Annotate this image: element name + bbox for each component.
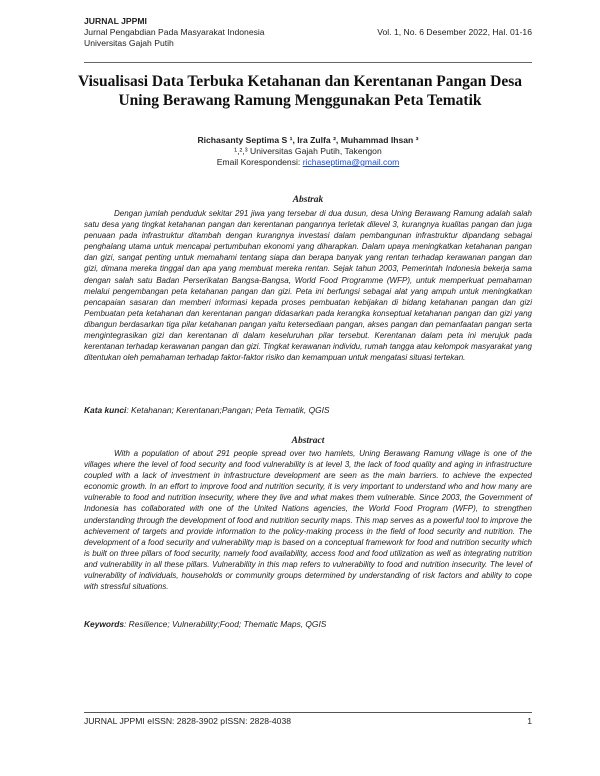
paper-title: Visualisasi Data Terbuka Ketahanan dan Kerentanan Pangan Desa Uning Berawang Ramung Menggunakan Peta Tematik (78, 73, 522, 109)
abstract-text: With a population of about 291 people spread over two hamlets, Uning Berawang Ramung village is one of the villages where the level of food security and food vulnerability is at level 3, the lack of food quality and aging in infrastructure coupled with a lack of investment in infrastructure development are seen as the main barriers. to achieve the expected economic growth. In an effort to improve food and nutrition security, it is very important to understand who and how many are vulnerable to food and nutrition insecurity, where they live and what makes them vulnerable. Since 2003, the Government of Indonesia has collaborated with one of the United Nations agencies, the World Food Program (WFP), to strengthen understanding through the development of food and nutrition security maps. This map serves as a powerful tool to improve the achievement of targets and provide information to the policy-making process in the field of food security and nutrition. The development of a food security and vulnerability map is based on a conceptual framework for food and nutrition security which is built on three pillars of food security, namely food availability, access food and food utilization as well as integrating nutrition and vulnerability in all these pillars. Vulnerability in this map refers to vulnerability to food and nutrition insecurity. The level of vulnerability of individuals, households or community groups determined by understanding of risk factors and ability to cope with stressful situations. (84, 449, 532, 592)
abstract-keywords (84, 619, 532, 630)
page-footer (84, 716, 532, 726)
journal-institution: Universitas Gajah Putih (84, 38, 174, 48)
journal-short-name: JURNAL JPPMI (84, 16, 147, 26)
kata-kunci-values: : Ketahanan; Kerentanan;Pangan; Peta Tematik, QGIS (126, 405, 330, 415)
journal-full-name: Jurnal Pengabdian Pada Masyarakat Indonesia (84, 27, 265, 37)
author-names: Richasanty Septima S ¹, Ira Zulfa ², Muhammad Ihsan ³ (197, 135, 419, 145)
footer-issn: JURNAL JPPMI eISSN: 2828-3902 pISSN: 2828-4038 (84, 716, 291, 726)
email-link[interactable]: richaseptima@gmail.com (302, 157, 400, 167)
email-label: Email Korespondensi: (216, 157, 303, 167)
kata-kunci-label: Kata kunci (84, 405, 127, 415)
keywords-label: Keywords (84, 619, 125, 629)
footer-divider (84, 712, 532, 713)
keywords-values: : Resilience; Vulnerability;Food; Thematic Maps, QGIS (124, 619, 327, 629)
abstrak-keywords (84, 405, 532, 416)
abstrak-heading: Abstrak (292, 195, 324, 205)
page-number: 1 (527, 716, 532, 726)
correspondence-line (84, 157, 532, 168)
author-affiliation: ¹,²,³ Universitas Gajah Putih, Takengon (234, 146, 382, 156)
author-block (84, 135, 532, 168)
header-divider (84, 62, 532, 63)
abstrak-text: Dengan jumlah penduduk sekitar 291 jiwa yang tersebar di dua dusun, desa Uning Berawang Ramung adalah salah satu desa yang tingkat ketahanan pangan dan kerentanan pangannya terletak dilevel 3, kurangnya kualitas pangan dan juga penuaan pada infrastruktur ditambah dengan kurangnya investasi dalam pembangunan infrastruktur dipandang sebagai penghalang utama untuk mencapai pertumbuhan ekonomi yang diharapkan. Dalam upaya meningkatkan ketahanan pangan dan gizi, sangat penting untuk memahami tentang siapa dan berapa banyak yang rentan terhadap kerawanan pangan dan gizi, dimana mereka tinggal dan apa yang membuat mereka rentan. Sejak tahun 2003, Pemerintah Indonesia bekerja sama dengan salah satu Badan Perserikatan Bangsa-Bangsa, World Food Programme (WFP), untuk memperkuat pemahaman melalui pengembangan peta ketahanan pangan dan gizi. Peta ini berfungsi sebagai alat yang ampuh untuk meningkatkan pencapaian sasaran dan memberi informasi kepada proses pembuatan kebijakan di bidang ketahanan pangan dan gizi Pembuatan peta ketahanan dan kerentanan pangan didasarkan pada kerangka konseptual ketahanan pangan dan gizi yang dibangun berdasarkan tiga pilar ketahanan pangan yaitu ketersediaan pangan, akses pangan dan pemanfaatan pangan serta mengintegrasikan gizi dan kerentanan di dalam keseluruhan pilar tersebut. Kerentanan dalam peta ini merujuk pada kerentanan terhadap kerawanan pangan dan gizi. Tingkat kerawanan individu, rumah tangga atau kelompok masyarakat yang ditentukan oleh pemahaman terhadap faktor-faktor risiko dan kemampuan untuk mengatasi situasi tertekan. (84, 209, 532, 363)
volume-info: Vol. 1, No. 6 Desember 2022, Hal. 01-16 (377, 27, 532, 37)
journal-header (84, 16, 532, 49)
abstract-heading: Abstract (291, 436, 325, 446)
